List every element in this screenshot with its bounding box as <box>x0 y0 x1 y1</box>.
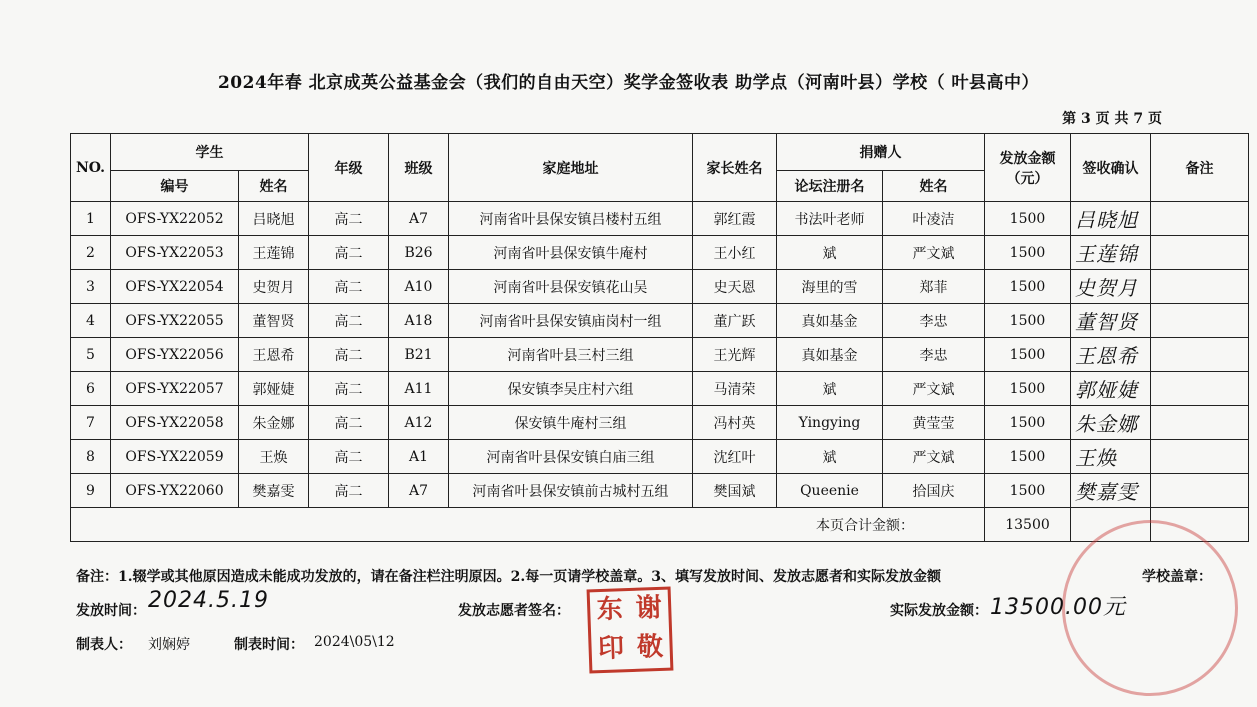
donor-name: 李忠 <box>883 304 985 338</box>
parent-name: 史天恩 <box>693 270 777 304</box>
page-title: 2024年春 北京成英公益基金会（我们的自由天空）奖学金签收表 助学点（河南叶县）学校（ 叶县高中） <box>217 73 1040 93</box>
remark-cell <box>1151 270 1249 304</box>
stamp-char: 敬 <box>636 631 664 663</box>
address: 保安镇牛庵村三组 <box>449 406 693 440</box>
donor-forum: 真如基金 <box>777 338 883 372</box>
amount: 1500 <box>985 270 1071 304</box>
address: 河南省叶县三村三组 <box>449 338 693 372</box>
student-name: 王莲锦 <box>239 236 309 270</box>
student-name: 史贺月 <box>239 270 309 304</box>
school-stamp-label: 学校盖章： <box>1142 569 1212 585</box>
student-name: 吕晓旭 <box>239 202 309 236</box>
signature: 董智贤 <box>1071 304 1151 338</box>
donor-forum: 真如基金 <box>777 304 883 338</box>
page-number: 第 3 页 共 7 页 <box>1062 111 1162 127</box>
notes-text: 备注：1.辍学或其他原因造成未能成功发放的，请在备注栏注明原因。2.每一页请学校盖章。3、填写发放时间、发放志愿者和实际发放金额 <box>76 569 941 585</box>
header-student-name: 姓名 <box>239 171 309 202</box>
remark-cell <box>1151 440 1249 474</box>
table-row <box>71 338 1249 372</box>
row-no: 4 <box>71 304 111 338</box>
header-address: 家庭地址 <box>449 134 693 202</box>
student-id: OFS-YX22058 <box>111 406 239 440</box>
amount: 1500 <box>985 372 1071 406</box>
header-donor-forum: 论坛注册名 <box>777 171 883 202</box>
preparer-label: 制表人： <box>76 637 132 653</box>
stamp-char: 谢 <box>635 592 663 624</box>
table-row <box>71 474 1249 508</box>
grade: 高二 <box>309 270 389 304</box>
signature: 王恩希 <box>1071 338 1151 372</box>
remark-cell <box>1151 372 1249 406</box>
header-class: 班级 <box>389 134 449 202</box>
signature: 王莲锦 <box>1071 236 1151 270</box>
row-no: 2 <box>71 236 111 270</box>
donor-forum: 斌 <box>777 440 883 474</box>
actual-amount-label: 实际发放金额： <box>890 603 988 619</box>
row-no: 6 <box>71 372 111 406</box>
signature: 樊嘉雯 <box>1071 474 1151 508</box>
student-id: OFS-YX22056 <box>111 338 239 372</box>
row-no: 1 <box>71 202 111 236</box>
header-no: NO. <box>71 134 111 202</box>
address: 河南省叶县保安镇庙岗村一组 <box>449 304 693 338</box>
donor-name: 李忠 <box>883 338 985 372</box>
student-id: OFS-YX22057 <box>111 372 239 406</box>
address: 保安镇李吴庄村六组 <box>449 372 693 406</box>
issue-time-value: 2024.5.19 <box>148 588 269 613</box>
student-id: OFS-YX22055 <box>111 304 239 338</box>
row-no: 8 <box>71 440 111 474</box>
signature: 吕晓旭 <box>1071 202 1151 236</box>
student-name: 郭娅婕 <box>239 372 309 406</box>
student-id: OFS-YX22053 <box>111 236 239 270</box>
amount: 1500 <box>985 236 1071 270</box>
table-row <box>71 304 1249 338</box>
table-row <box>71 236 1249 270</box>
donor-forum: 书法叶老师 <box>777 202 883 236</box>
table-row <box>71 440 1249 474</box>
amount: 1500 <box>985 406 1071 440</box>
stamp-char: 东 <box>596 594 624 626</box>
class: A1 <box>389 440 449 474</box>
parent-name: 郭红霞 <box>693 202 777 236</box>
header-donor: 捐赠人 <box>777 134 985 171</box>
grade: 高二 <box>309 474 389 508</box>
signature: 朱金娜 <box>1071 406 1151 440</box>
address: 河南省叶县保安镇花山吴 <box>449 270 693 304</box>
volunteer-label: 发放志愿者签名： <box>458 603 570 619</box>
remark-cell <box>1151 202 1249 236</box>
grade: 高二 <box>309 440 389 474</box>
table-row <box>71 372 1249 406</box>
address: 河南省叶县保安镇前古城村五组 <box>449 474 693 508</box>
total-label: 本页合计金额： <box>71 508 985 542</box>
remark-cell <box>1151 406 1249 440</box>
donor-name: 叶凌洁 <box>883 202 985 236</box>
student-id: OFS-YX22054 <box>111 270 239 304</box>
class: A7 <box>389 474 449 508</box>
header-grade: 年级 <box>309 134 389 202</box>
grade: 高二 <box>309 236 389 270</box>
volunteer-seal-stamp <box>587 587 674 674</box>
signature: 郭娅婕 <box>1071 372 1151 406</box>
amount: 1500 <box>985 304 1071 338</box>
grade: 高二 <box>309 338 389 372</box>
donor-name: 严文斌 <box>883 236 985 270</box>
class: A18 <box>389 304 449 338</box>
remark-cell <box>1151 474 1249 508</box>
grade: 高二 <box>309 406 389 440</box>
remark-cell <box>1151 236 1249 270</box>
donor-name: 严文斌 <box>883 440 985 474</box>
student-name: 樊嘉雯 <box>239 474 309 508</box>
student-id: OFS-YX22052 <box>111 202 239 236</box>
parent-name: 王小红 <box>693 236 777 270</box>
table-row <box>71 270 1249 304</box>
student-name: 王恩希 <box>239 338 309 372</box>
actual-amount-value: 13500.00元 <box>990 595 1126 620</box>
amount: 1500 <box>985 474 1071 508</box>
remark-cell <box>1151 304 1249 338</box>
amount: 1500 <box>985 440 1071 474</box>
donor-forum: Yingying <box>777 406 883 440</box>
header-amount: 发放金额（元） <box>985 134 1071 202</box>
donor-forum: 斌 <box>777 236 883 270</box>
signature: 王焕 <box>1071 440 1151 474</box>
total-row <box>71 508 1249 542</box>
student-id: OFS-YX22060 <box>111 474 239 508</box>
header-donor-name: 姓名 <box>883 171 985 202</box>
grade: 高二 <box>309 304 389 338</box>
class: A10 <box>389 270 449 304</box>
signature: 史贺月 <box>1071 270 1151 304</box>
class: A12 <box>389 406 449 440</box>
total-value: 13500 <box>985 508 1071 542</box>
parent-name: 沈红叶 <box>693 440 777 474</box>
donor-forum: 海里的雪 <box>777 270 883 304</box>
student-name: 朱金娜 <box>239 406 309 440</box>
header-remark: 备注 <box>1151 134 1249 202</box>
amount: 1500 <box>985 202 1071 236</box>
parent-name: 王光辉 <box>693 338 777 372</box>
address: 河南省叶县保安镇白庙三组 <box>449 440 693 474</box>
remark-cell <box>1151 338 1249 372</box>
header-student-id: 编号 <box>111 171 239 202</box>
student-name: 董智贤 <box>239 304 309 338</box>
class: B26 <box>389 236 449 270</box>
header-student: 学生 <box>111 134 309 171</box>
donor-forum: Queenie <box>777 474 883 508</box>
class: A11 <box>389 372 449 406</box>
address: 河南省叶县保安镇牛庵村 <box>449 236 693 270</box>
row-no: 9 <box>71 474 111 508</box>
parent-name: 樊国斌 <box>693 474 777 508</box>
donor-name: 黄莹莹 <box>883 406 985 440</box>
row-no: 3 <box>71 270 111 304</box>
grade: 高二 <box>309 202 389 236</box>
amount: 1500 <box>985 338 1071 372</box>
donor-name: 拾国庆 <box>883 474 985 508</box>
header-parent: 家长姓名 <box>693 134 777 202</box>
issue-time-label: 发放时间： <box>76 603 146 619</box>
table-row <box>71 202 1249 236</box>
parent-name: 董广跃 <box>693 304 777 338</box>
table-row <box>71 406 1249 440</box>
class: B21 <box>389 338 449 372</box>
preparer-value: 刘娴婷 <box>148 637 190 653</box>
prepare-time-label: 制表时间： <box>234 637 304 653</box>
header-confirm: 签收确认 <box>1071 134 1151 202</box>
grade: 高二 <box>309 372 389 406</box>
student-name: 王焕 <box>239 440 309 474</box>
class: A7 <box>389 202 449 236</box>
parent-name: 马清荣 <box>693 372 777 406</box>
student-id: OFS-YX22059 <box>111 440 239 474</box>
stamp-char: 印 <box>597 633 625 665</box>
scholarship-table <box>70 133 1249 542</box>
prepare-time-value: 2024\05\12 <box>314 634 395 650</box>
row-no: 5 <box>71 338 111 372</box>
parent-name: 冯村英 <box>693 406 777 440</box>
row-no: 7 <box>71 406 111 440</box>
address: 河南省叶县保安镇吕楼村五组 <box>449 202 693 236</box>
donor-name: 严文斌 <box>883 372 985 406</box>
donor-forum: 斌 <box>777 372 883 406</box>
donor-name: 郑菲 <box>883 270 985 304</box>
